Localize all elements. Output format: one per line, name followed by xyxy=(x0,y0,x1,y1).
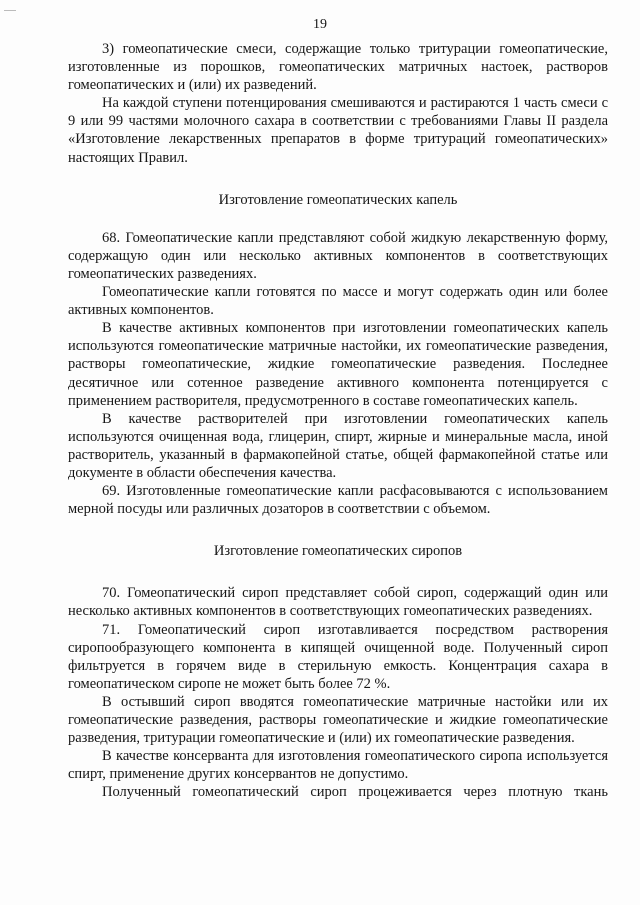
paragraph-straining: Полученный гомеопатический сироп процеживается через плотную ткань xyxy=(102,784,608,801)
scan-mark xyxy=(4,10,16,11)
paragraph-68: 68. Гомеопатические капли представляют собой жидкую лекарственную форму, содержащую один или несколько активных компонентов в соответствующих гомеопатических разведениях. xyxy=(68,229,608,282)
paragraph-69: 69. Изготовленные гомеопатические капли расфасовываются с использованием мерной посуды или различных дозаторов в соответствии с объемом. xyxy=(68,483,608,518)
paragraph-drops-mass: Гомеопатические капли готовятся по массе и могут содержать один или более активных компонентов. xyxy=(68,284,608,319)
paragraph-preservative: В качестве консерванта для изготовления гомеопатического сиропа используется спирт, применение других консервантов не допустимо. xyxy=(68,748,608,783)
paragraph-cooled-syrup: В остывший сироп вводятся гомеопатические матричные настойки или их гомеопатические разведения, растворы гомеопатические и жидкие гомеопатические разведения, тритурации гомеопатические и (или) их гомеопатические разведения. xyxy=(68,693,608,747)
paragraph-70: 70. Гомеопатический сироп представляет собой сироп, содержащий один или несколько активных компонентов в соответствующих гомеопатических разведениях. xyxy=(68,585,608,620)
section-heading-drops: Изготовление гомеопатических капель xyxy=(218,191,458,208)
paragraph-active-components: В качестве активных компонентов при изготовлении гомеопатических капель используются гомеопатические матричные настойки, их гомеопатические разведения, растворы гомеопатические, жидкие гомеопатические разведения. Последнее десятичное или сотенное разведение активного компонента потенцируется с применением растворителя, предусмотренного в составе гомеопатических капель. xyxy=(68,320,608,409)
paragraph-potentiation: На каждой ступени потенцирования смешиваются и растираются 1 часть смеси с 9 или 99 частями молочного сахара в соответствии с требованиями Главы II раздела «Изготовление лекарственных препаратов в форме тритураций гомеопатических» настоящих Правил. xyxy=(68,95,608,166)
paragraph-homeopathic-mixtures: 3) гомеопатические смеси, содержащие только тритурации гомеопатические, изготовленные из порошков, гомеопатических матричных настоек, растворов гомеопатических и (или) их разведений. xyxy=(68,41,608,94)
paragraph-71: 71. Гомеопатический сироп изготавливается посредством растворения сиропообразующего компонента в кипящей очищенной воде. Полученный сироп фильтруется в горячем виде в стерильную емкость. Концентрация сахара в гомеопатическом сиропе не может быть более 72 %. xyxy=(68,621,608,692)
section-heading-syrups: Изготовление гомеопатических сиропов xyxy=(213,543,463,560)
page-number: 19 xyxy=(313,17,327,32)
document-body xyxy=(68,40,608,801)
paragraph-solvents: В качестве растворителей при изготовлении гомеопатических капель используются очищенная вода, глицерин, спирт, жирные и минеральные масла, иной растворитель, указанный в фармакопейной статье, общей фармакопейной статье или документе в области обеспечения качества. xyxy=(68,410,608,481)
